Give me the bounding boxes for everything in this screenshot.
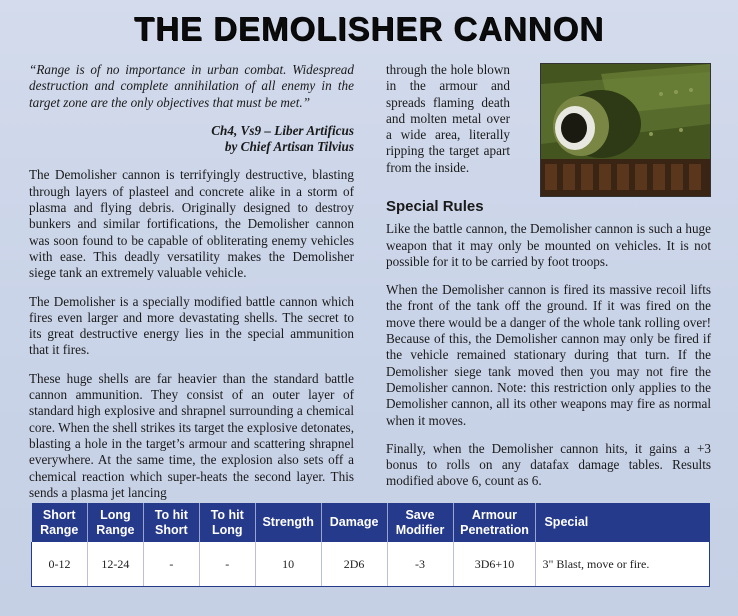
cell-damage: 2D6 (321, 542, 387, 587)
page-title: THE DEMOLISHER CANNON (133, 10, 605, 47)
header-strength: Strength (255, 503, 321, 542)
header-save-modifier: Save Modifier (387, 503, 453, 542)
cell-strength: 10 (255, 542, 321, 587)
rules-paragraph: When the Demolisher cannon is fired its massive recoil lifts the front of the tank off the ground. If it was fired on the move there would be a danger of the whole tank rolling over! Because of this, the Demolisher cannon may only be fired if the vehicle remained stationary during that turn. If the Demolisher siege tank moved then you may not fire the Demolisher cannon. Note: this restriction only applies to the Demolisher cannon, all its other weapons may fire as normal when it moves. (386, 282, 711, 428)
body-paragraph: The Demolisher cannon is terrifyingly destructive, blasting through layers of plasteel and concrete alike in a storm of plasma and flying debris. Originally designed to destroy bunkers and similar fortifications, the Demolisher cannon was soon found to be capable of obliterating enemy vehicles with ease. This deadly versatility makes the Demolisher siege tank an extremely valuable vehicle. (29, 167, 354, 281)
cell-to-hit-short: - (143, 542, 199, 587)
attribution-line-1: Ch4, Vs9 – Liber Artificus (211, 122, 354, 138)
cell-save-modifier: -3 (387, 542, 453, 587)
stats-data-row (32, 542, 710, 587)
cell-short-range: 0-12 (32, 542, 88, 587)
cell-to-hit-long: - (199, 542, 255, 587)
rules-paragraph: Like the battle cannon, the Demolisher cannon is such a huge weapon that it may only be mounted on vehicles. It is not possible for it to be carried by foot troops. (386, 221, 711, 269)
body-paragraph: These huge shells are far heavier than the standard battle cannon ammunition. They consist of an outer layer of standard high explosive and shrapnel surrounding a chemical core. When the shell strikes its target the explosive detonates, blasting a hole in the target’s armour and scattering shrapnel everywhere. At the same time, the explosion also sets off a chemical reaction which super-heats the second layer. This sends a plasma jet lancing (29, 370, 354, 500)
special-rules-section (386, 199, 711, 502)
header-to-hit-long: To hit Long (199, 503, 255, 542)
cell-long-range: 12-24 (87, 542, 143, 587)
header-long-range: Long Range (87, 503, 143, 542)
body-paragraph: through the hole blown in the armour and spreads flaming death and molten metal over a wide area, literally ripping the target apart from the inside. (386, 62, 510, 175)
cell-special: 3" Blast, move or fire. (536, 542, 710, 587)
attribution-line-2: by Chief Artisan Tilvius (224, 139, 354, 155)
body-paragraph: The Demolisher is a specially modified battle cannon which fires even larger and more devastating shells. The secret to its great destructive energy lies in the special ammunition that it fires. (29, 293, 354, 358)
tank-cannon-photo-icon (541, 64, 710, 196)
header-special: Special (536, 503, 710, 542)
weapon-stats-table (31, 503, 710, 587)
header-armour-penetration: Armour Penetration (453, 503, 536, 542)
tank-cannon-photo (540, 63, 711, 197)
header-short-range: Short Range (32, 503, 88, 542)
stats-header-row (32, 503, 710, 542)
rules-paragraph: Finally, when the Demolisher cannon hits, it gains a +3 bonus to rolls on any datafax damage tables. Results modified above 6, count as 6. (386, 440, 711, 489)
epigraph-attribution (29, 123, 354, 156)
cell-armour-penetration: 3D6+10 (453, 542, 536, 587)
left-column (29, 62, 354, 513)
right-column-continuation (386, 62, 510, 188)
header-to-hit-short: To hit Short (143, 503, 199, 542)
epigraph-quote: “Range is of no importance in urban combat. Widespread destruction and complete annihilation of all enemy in the target zone are the only objectives that must be met.” (29, 62, 354, 110)
special-rules-heading: Special Rules (386, 198, 484, 215)
header-damage: Damage (321, 503, 387, 542)
